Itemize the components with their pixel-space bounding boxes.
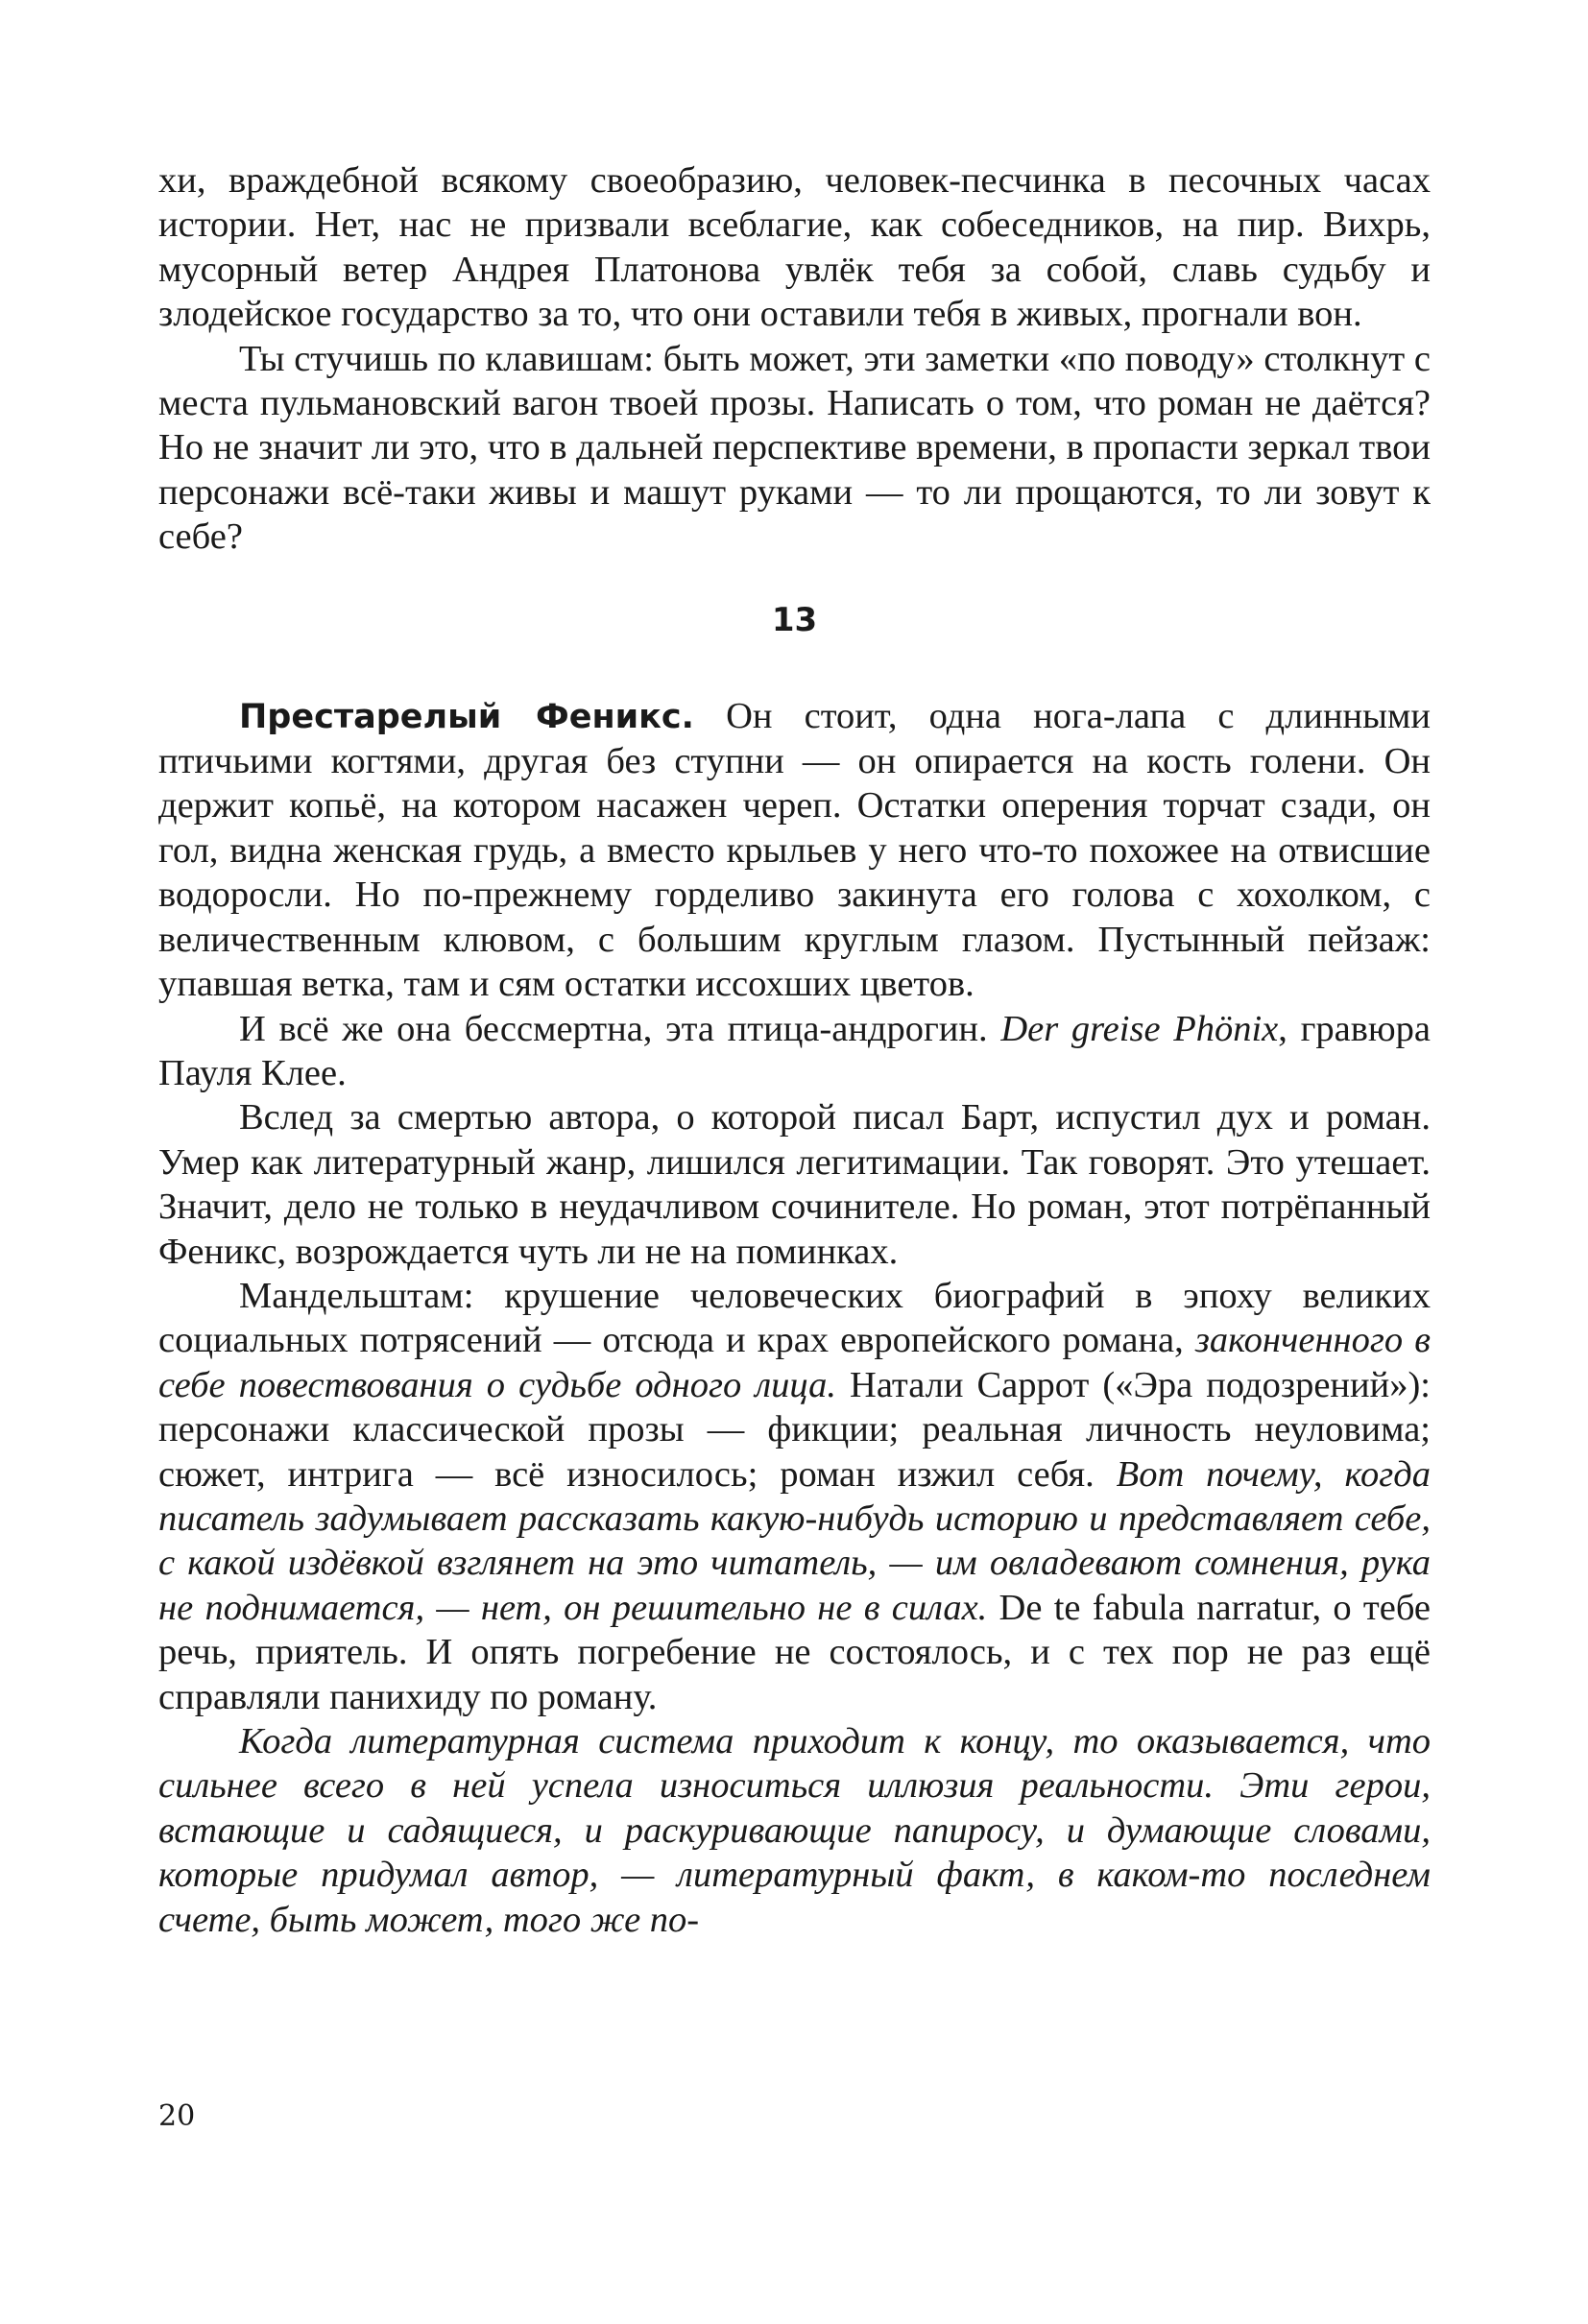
chapter-number: 13	[771, 600, 818, 639]
paragraph	[158, 1719, 1431, 1942]
paragraph-text: Мандельштам: крушение человеческих биографий в эпоху великих социальных потрясений — отсюда и крах европейского романа,	[158, 1275, 1431, 1361]
italic-quote: Когда литературная система приходит к концу, то оказывается, что сильнее всего в ней успела износиться иллюзия реальности. Эти герои, встающие и садящиеся, и раскуривающие папиросу, и думающие словами, которые придумал автор, — литературный факт, в каком-то последнем счете, быть может, того же по-	[158, 1721, 1431, 1940]
italic-title: Der greise Phönix	[1000, 1008, 1279, 1049]
paragraph	[158, 1274, 1431, 1719]
italic-quote: Вот почему, когда писатель задумывает рассказать какую-нибудь историю и представляет себе, с какой издёвкой взглянет на это читатель, — им овладевают сомнения, рука не поднимается, — нет, он решительно не в силах.	[158, 1453, 1431, 1628]
paragraph: Ты стучишь по клавишам: быть может, эти заметки «по поводу» столкнут с места пульмановский вагон твоей прозы. Написать о том, что роман не даётся? Но не значит ли это, что в дальней перспективе времени, в пропасти зеркал твои персонажи всё-таки живы и машут руками — то ли прощаются, то ли зовут к себе?	[158, 338, 1431, 558]
paragraph: Вслед за смертью автора, о которой писал Барт, испустил дух и роман. Умер как литературный жанр, лишился легитимации. Так говорят. Это утешает. Значит, дело не только в неудачливом сочинителе. Но роман, этот потрёпанный Феникс, возрождается чуть ли не на поминках.	[158, 1097, 1431, 1272]
paragraph	[158, 1007, 1431, 1096]
paragraph: хи, враждебной всякому своеобразию, человек-песчинка в песочных часах истории. Нет, нас не призвали всеблагие, как собеседников, на пир. Вихрь, мусорный ветер Андрея Платонова увлёк тебя за собой, славь судьбу и злодейское государство за то, что они оставили тебя в живых, прогнали вон.	[158, 160, 1431, 335]
paragraph-text: Натали Саррот («Эра подозрений»): персонажи классической прозы — фикции; реальная личность неуловима; сюжет, интрига — всё износилось; роман изжил себя.	[158, 1364, 1431, 1495]
page-body	[158, 158, 1431, 1942]
italic-quote: законченного в себе повествования о судьбе одного лица.	[158, 1320, 1431, 1405]
paragraph	[158, 694, 1431, 1007]
section-lead: Престарелый Феникс.	[239, 697, 694, 736]
paragraph-text: De te fabula narratur, о тебе речь, приятель. И опять погребение не состоялось, и с тех пор не раз ещё справляли панихиду по роману.	[158, 1587, 1432, 1717]
paragraph-text: , гравюра Пауля Клее.	[158, 1008, 1431, 1093]
paragraph-text: Он стоит, одна нога-лапа с длинными птичьими когтями, другая без ступни — он опирается на кость голени. Он держит копьё, на котором насажен череп. Остатки оперения торчат сзади, он гол, видна женская грудь, а вместо крыльев у него что-то похожее на отвисшие водоросли. Но по-прежнему горделиво закинута его голова с хохолком, с величественным клювом, с большим круглым глазом. Пустынный пейзаж: упавшая ветка, там и сям остатки иссохших цветов.	[158, 695, 1431, 1005]
page-number: 20	[158, 2099, 196, 2133]
paragraph-text: И всё же она бессмертна, эта птица-андрогин.	[239, 1008, 1001, 1049]
